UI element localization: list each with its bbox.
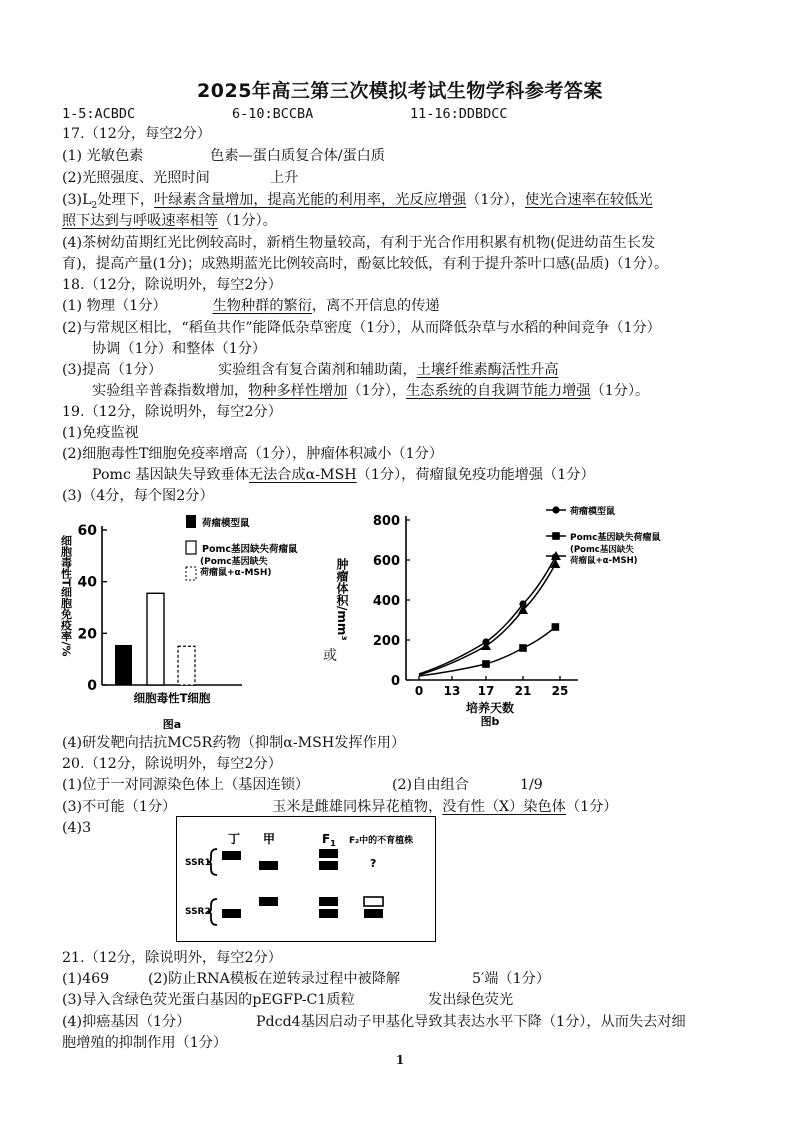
gel-band-f1-ssr1-lower [319, 861, 338, 870]
line-series-3 [419, 564, 555, 675]
figure-b-line-chart [335, 500, 700, 740]
line-y-tick-label: 600 [372, 554, 400, 569]
q19-answer-3: (3)（4分，每个图2分） [62, 488, 214, 504]
line-point-s2-2 [482, 660, 490, 668]
q18-answer-3b: 实验组含有复合菌剂和辅助菌，土壤纤维素酶活性升高 [218, 362, 559, 378]
bar-chart-title: 图a [162, 718, 182, 731]
gel-band-jia-ssr1 [259, 861, 278, 870]
q17-heading: 17.（12分，每空2分） [62, 126, 211, 142]
line-y-tick-label: 800 [372, 514, 400, 529]
gel-col-f1: $F_1$ [322, 832, 336, 848]
gel-col-jia: 甲 [263, 832, 276, 846]
q19-heading: 19.（12分，除说明外，每空2分） [62, 404, 282, 420]
q19-answer-1: (1)免疫监视 [62, 425, 139, 441]
q18-heading: 18.（12分，除说明外，每空2分） [62, 277, 282, 293]
bar-2 [147, 593, 164, 685]
line-legend-label-2: Pomc基因缺失荷瘤鼠 [570, 533, 661, 543]
bar-legend-label-1: 荷瘤模型鼠 [202, 518, 250, 529]
ssr-gel-figure [176, 816, 436, 942]
line-y-axis-label: 肿瘤体积/mm³ [335, 558, 349, 641]
gel-band-f2-ssr2-lower [364, 909, 383, 918]
q18-answer-1: (1) 物理（1分） 生物种群的繁衍，离不开信息的传递 [62, 298, 440, 314]
gel-col-ding: 丁 [228, 832, 241, 846]
q21-answer-3b: 发出绿色荧光 [428, 992, 514, 1008]
q21-answer-4b: Pdcd4基因启动子甲基化导致其表达水平下降（1分），从而失去对细 [256, 1014, 686, 1030]
line-x-tick-label: 17 [477, 684, 495, 698]
q21-answer-4a: (4)抑癌基因（1分） [62, 1014, 191, 1030]
mc-answers-6-10: 6-10:BCCBA [232, 106, 314, 122]
q21-answer-3a: (3)导入含绿色荧光蛋白基因的pEGFP-C1质粒 [62, 992, 355, 1008]
gel-band-ding-ssr2 [222, 909, 241, 918]
q18-answer-3a: (3)提高（1分） [62, 362, 163, 378]
or-label: 或 [323, 648, 337, 664]
figure-a-bar-chart [60, 505, 350, 735]
gel-band-f1-ssr2-lower [319, 909, 338, 918]
q20-answer-1: (1)位于一对同源染色体上（基因连锁） [62, 777, 310, 793]
bar-y-tick-label: 40 [77, 574, 97, 591]
bar-y-axis-label: 细胞毒性T细胞免疫率/% [59, 535, 73, 657]
bar-legend-label-3: (Pomc基因缺失荷瘤鼠+α-MSH) [200, 557, 272, 578]
q17-answer-4b: 育)，提高产量(1分)；成熟期蓝光比例较高时，酚氨比较低，有利于提升茶叶口感(品质)（1分）。 [62, 256, 669, 272]
mc-answers-1-5: 1-5:ACBDC [62, 106, 136, 122]
q17-answer-1b: 色素—蛋白质复合体/蛋白质 [210, 148, 386, 164]
q20-answer-2: (2)自由组合 [392, 777, 469, 793]
line-x-tick-label: 0 [414, 684, 424, 698]
gel-band-jia-ssr2 [259, 897, 278, 906]
bar-y-tick-label: 60 [77, 523, 97, 539]
gel-row-ssr1: SSR1 [185, 858, 211, 868]
gel-row-ssr2: SSR2 [185, 907, 211, 917]
q17-answer-2a: (2)光照强度、光照时间 [62, 170, 210, 186]
brace-ssr2 [208, 899, 217, 925]
q17-answer-2b: 上升 [270, 170, 299, 186]
mc-answers-11-16: 11-16:DDBDCC [410, 106, 508, 122]
gel-col-f2-sterile: F₂中的不育植株 [349, 836, 414, 846]
line-y-tick-label: 200 [372, 634, 400, 649]
q20-answer-3a: (3)不可能（1分） [62, 799, 177, 815]
bar-y-tick-label: 0 [87, 678, 97, 694]
bar-3 [178, 646, 195, 685]
q17-answer-4a: (4)茶树幼苗期红光比例较高时，新梢生物量较高，有利于光合作用积累有机物(促进幼苗生长发 [62, 235, 656, 251]
line-chart-title: 图b [480, 715, 500, 728]
page-number: 1 [395, 1053, 405, 1067]
line-point-s2-3 [519, 644, 527, 652]
q18-answer-2a: (2)与常规区相比，“稻鱼共作”能降低杂草密度（1分），从而降低杂草与水稻的种间竞争（1分） [62, 320, 661, 336]
bar-legend-swatch-2 [186, 541, 196, 554]
q19-answer-4: (4)研发靶向拮抗MC5R药物（抑制α-MSH发挥作用） [62, 735, 406, 751]
q21-heading: 21.（12分，除说明外，每空2分） [62, 950, 282, 966]
q20-answer-2-ratio: 1/9 [520, 777, 543, 793]
gel-band-f1-ssr1-upper [319, 849, 338, 858]
q17-answer-1a: (1) 光敏色素 [62, 148, 144, 164]
q20-answer-4: (4)3 [62, 820, 92, 836]
q21-answer-4c: 胞增殖的抑制作用（1分） [62, 1035, 228, 1051]
q18-answer-4: 实验组辛普森指数增加，物种多样性增加（1分），生态系统的自我调节能力增强（1分）。 [92, 383, 650, 399]
q20-answer-3b: 玉米是雌雄同株异花植物，没有性（X）染色体（1分） [272, 799, 618, 815]
q19-answer-2: (2)细胞毒性T细胞免疫率增高（1分），肿瘤体积减小（1分） [62, 446, 444, 462]
bar-legend-swatch-1 [186, 515, 196, 528]
line-x-tick-label: 25 [551, 684, 569, 698]
line-legend-marker-1 [552, 506, 559, 513]
line-legend-label-1: 荷瘤模型鼠 [570, 507, 616, 517]
bar-legend-label-2: Pomc基因缺失荷瘤鼠 [202, 544, 298, 555]
gel-unknown-mark: ? [370, 857, 377, 870]
q17-answer-3-cont: 照下达到与呼吸速率相等（1分）。 [62, 213, 277, 229]
q21-answer-2b: 5′端（1分） [472, 971, 551, 987]
q18-answer-2b: 协调（1分）和整体（1分） [92, 341, 267, 357]
q21-answer-1: (1)469 [62, 971, 110, 987]
line-x-tick-label: 21 [514, 684, 532, 698]
brace-ssr1 [208, 849, 217, 875]
page-title: 2025年高三第三次模拟考试生物学科参考答案 [197, 80, 603, 102]
q21-answer-2: (2)防止RNA模板在逆转录过程中被降解 [148, 971, 401, 987]
bar-legend-swatch-3 [186, 567, 196, 580]
bar-x-axis-label: 细胞毒性T细胞 [133, 691, 211, 705]
line-x-axis-label: 培养天数 [465, 701, 515, 715]
ssr-gel-svg [177, 817, 435, 941]
line-legend-marker-2 [552, 532, 560, 540]
line-y-tick-label: 0 [390, 674, 400, 689]
line-series-1 [419, 557, 555, 674]
line-x-tick-label: 13 [443, 684, 461, 698]
line-legend-label-3: (Pomc基因缺失荷瘤鼠+α-MSH) [570, 545, 638, 566]
q17-answer-3: $(3)L_2$处理下，叶绿素含量增加，提高光能的利用率，光反应增强（1分），使光合速率在较低光 [62, 192, 653, 211]
line-y-tick-label: 400 [372, 594, 400, 609]
gel-band-f2-ssr2-upper-open [364, 897, 383, 906]
q20-heading: 20.（12分，除说明外，每空2分） [62, 756, 282, 772]
gel-band-f1-ssr2-upper [319, 897, 338, 906]
bar-y-tick-label: 20 [77, 626, 97, 643]
bar-1 [115, 645, 132, 685]
q19-answer-2b: Pomc 基因缺失导致垂体无法合成α-MSH（1分），荷瘤鼠免疫功能增强（1分） [92, 467, 595, 483]
line-point-s2-4 [552, 623, 560, 631]
gel-band-ding-ssr1 [222, 851, 241, 860]
